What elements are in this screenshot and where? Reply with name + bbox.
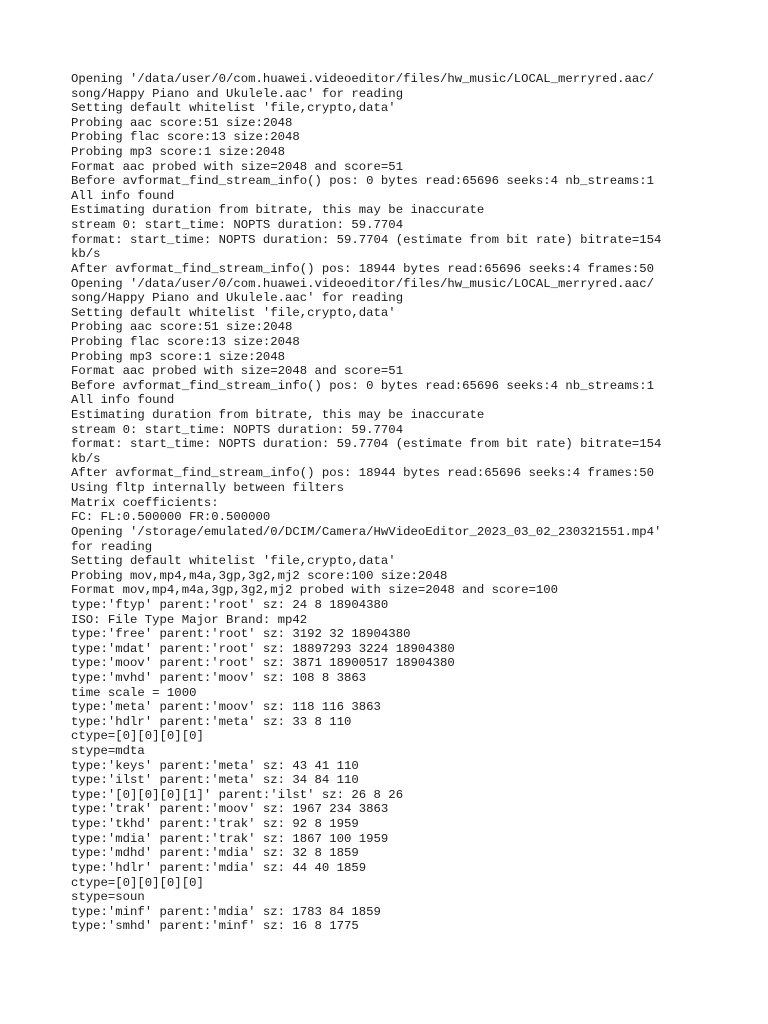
- log-line: stype=soun: [71, 890, 145, 905]
- log-line: Probing mov,mp4,m4a,3gp,3g2,mj2 score:100 size:2048: [71, 568, 448, 583]
- log-line: Probing aac score:51 size:2048: [71, 320, 293, 335]
- log-line: Probing aac score:51 size:2048: [71, 115, 293, 130]
- log-line: type:'mdia' parent:'trak' sz: 1867 100 1959: [71, 831, 389, 846]
- log-line: type:'ftyp' parent:'root' sz: 24 8 18904380: [71, 597, 389, 612]
- log-line: type:'mvhd' parent:'moov' sz: 108 8 3863: [71, 670, 367, 685]
- log-line: ctype=[0][0][0][0]: [71, 875, 204, 890]
- log-line: stream 0: start_time: NOPTS duration: 59.7704: [71, 218, 404, 233]
- log-line: Probing mp3 score:1 size:2048: [71, 349, 286, 364]
- log-line: Opening '/data/user/0/com.huawei.videoeditor/files/hw_music/LOCAL_merryred.aac/: [71, 276, 654, 291]
- log-line: type:'hdlr' parent:'meta' sz: 33 8 110: [71, 714, 352, 729]
- log-line: type:'meta' parent:'moov' sz: 118 116 3863: [71, 700, 381, 715]
- log-line: Setting default whitelist 'file,crypto,data': [71, 554, 396, 569]
- log-line: ISO: File Type Major Brand: mp42: [71, 612, 308, 627]
- log-line: type:'free' parent:'root' sz: 3192 32 18904380: [71, 627, 411, 642]
- log-line: Before avformat_find_stream_info() pos: 0 bytes read:65696 seeks:4 nb_streams:1: [71, 378, 654, 393]
- log-line: format: start_time: NOPTS duration: 59.7704 (estimate from bit rate) bitrate=154: [71, 437, 662, 452]
- log-line: type:'mdat' parent:'root' sz: 18897293 3224 18904380: [71, 641, 455, 656]
- log-line: type:'mdhd' parent:'mdia' sz: 32 8 1859: [71, 846, 359, 861]
- log-line: All info found: [71, 393, 175, 408]
- log-line: Setting default whitelist 'file,crypto,data': [71, 305, 396, 320]
- log-line: kb/s: [71, 451, 101, 466]
- log-line: format: start_time: NOPTS duration: 59.7704 (estimate from bit rate) bitrate=154: [71, 232, 662, 247]
- log-line: Estimating duration from bitrate, this may be inaccurate: [71, 203, 485, 218]
- log-line: Using fltp internally between filters: [71, 481, 345, 496]
- log-line: type:'tkhd' parent:'trak' sz: 92 8 1959: [71, 817, 359, 832]
- log-line: FC: FL:0.500000 FR:0.500000: [71, 510, 271, 525]
- log-line: Format mov,mp4,m4a,3gp,3g2,mj2 probed with size=2048 and score=100: [71, 583, 559, 598]
- log-line: Probing mp3 score:1 size:2048: [71, 145, 286, 160]
- log-line: All info found: [71, 188, 175, 203]
- log-line: type:'moov' parent:'root' sz: 3871 18900517 18904380: [71, 656, 455, 671]
- log-text: [71, 72, 711, 934]
- log-line: kb/s: [71, 247, 101, 262]
- log-line: type:'smhd' parent:'minf' sz: 16 8 1775: [71, 919, 359, 934]
- log-line: for reading: [71, 539, 153, 554]
- log-line: type:'ilst' parent:'meta' sz: 34 84 110: [71, 773, 359, 788]
- log-line: type:'minf' parent:'mdia' sz: 1783 84 1859: [71, 904, 381, 919]
- log-line: Opening '/storage/emulated/0/DCIM/Camera/HwVideoEditor_2023_03_02_230321551.mp4': [71, 524, 662, 539]
- log-line: Estimating duration from bitrate, this may be inaccurate: [71, 408, 485, 423]
- log-line: time scale = 1000: [71, 685, 197, 700]
- log-line: Setting default whitelist 'file,crypto,data': [71, 101, 396, 116]
- log-line: Opening '/data/user/0/com.huawei.videoeditor/files/hw_music/LOCAL_merryred.aac/: [71, 72, 654, 86]
- log-line: Format aac probed with size=2048 and score=51: [71, 159, 404, 174]
- log-line: stream 0: start_time: NOPTS duration: 59.7704: [71, 422, 404, 437]
- log-line: type:'keys' parent:'meta' sz: 43 41 110: [71, 758, 359, 773]
- log-line: stype=mdta: [71, 744, 145, 759]
- log-line: Probing flac score:13 size:2048: [71, 130, 300, 145]
- log-line: ctype=[0][0][0][0]: [71, 729, 204, 744]
- log-line: Format aac probed with size=2048 and score=51: [71, 364, 404, 379]
- log-line: type:'[0][0][0][1]' parent:'ilst' sz: 26 8 26: [71, 787, 404, 802]
- log-line: type:'hdlr' parent:'mdia' sz: 44 40 1859: [71, 860, 367, 875]
- log-line: After avformat_find_stream_info() pos: 18944 bytes read:65696 seeks:4 frames:50: [71, 261, 654, 276]
- log-line: Before avformat_find_stream_info() pos: 0 bytes read:65696 seeks:4 nb_streams:1: [71, 174, 654, 189]
- log-line: song/Happy Piano and Ukulele.aac' for reading: [71, 291, 404, 306]
- log-line: Matrix coefficients:: [71, 495, 219, 510]
- log-line: Probing flac score:13 size:2048: [71, 334, 300, 349]
- log-line: type:'trak' parent:'moov' sz: 1967 234 3863: [71, 802, 389, 817]
- log-line: song/Happy Piano and Ukulele.aac' for reading: [71, 86, 404, 101]
- log-line: After avformat_find_stream_info() pos: 18944 bytes read:65696 seeks:4 frames:50: [71, 466, 654, 481]
